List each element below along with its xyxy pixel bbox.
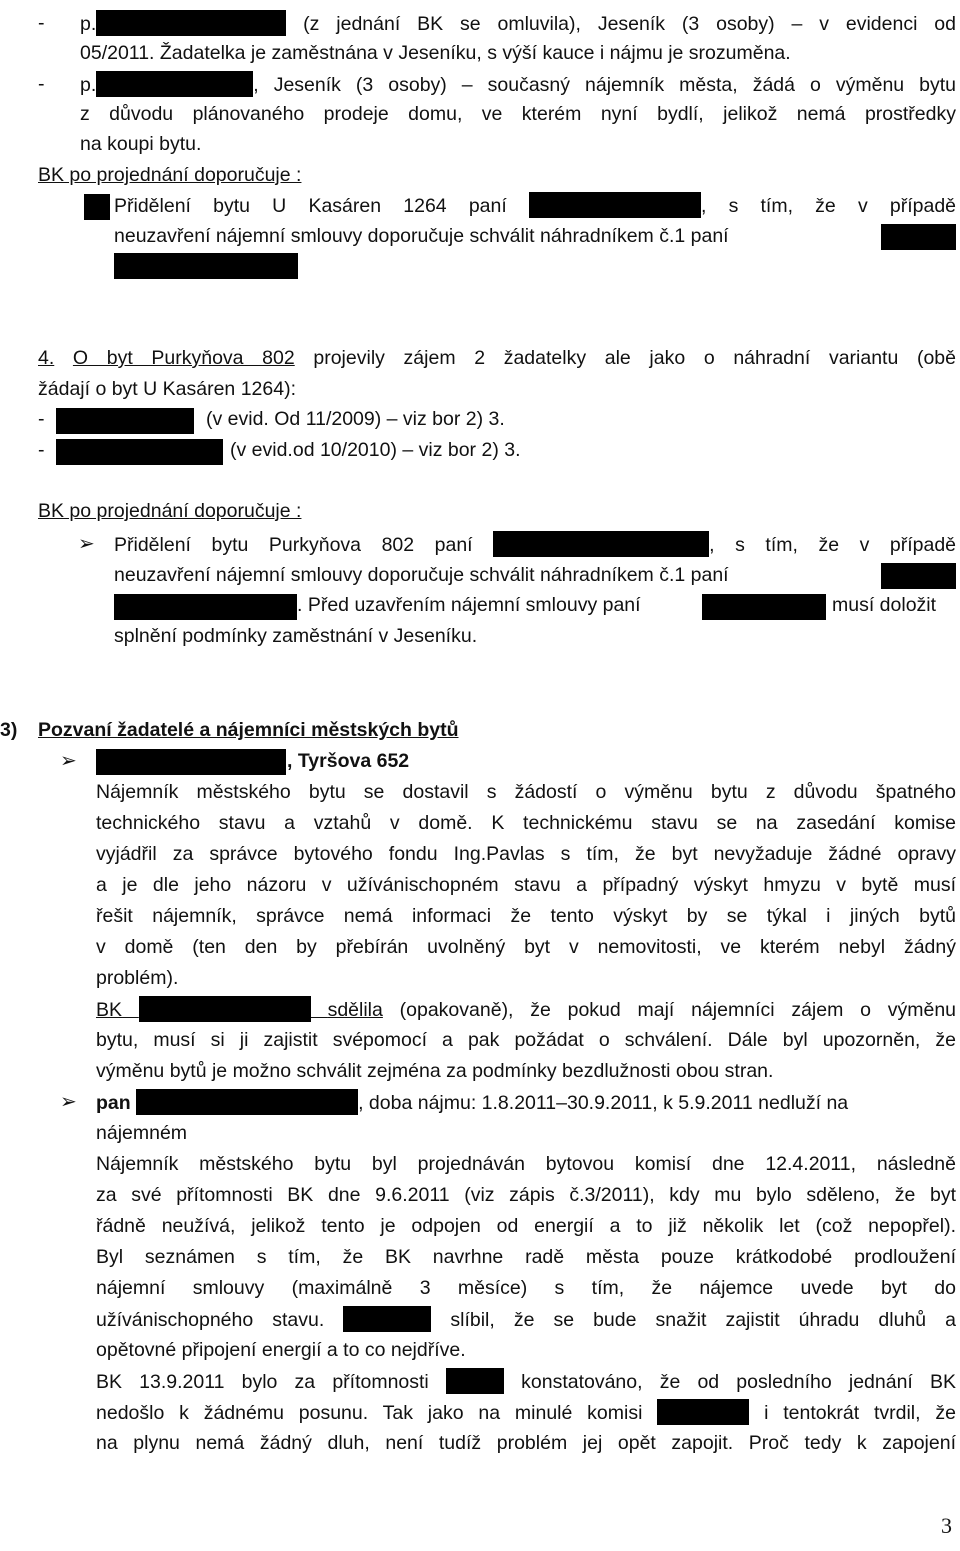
text: BK bbox=[96, 999, 123, 1021]
redaction bbox=[657, 1399, 749, 1425]
dash: - bbox=[38, 408, 45, 430]
paragraph-line: a je dle jeho názoru v užívánischopném stavu a případný výskyt hmyzu v bytě musí bbox=[96, 874, 956, 896]
redaction bbox=[343, 1306, 431, 1332]
paragraph-line: řádně neužívá, jelikož tento je odpojen od energií a to již několik let (což nepopřel). bbox=[96, 1215, 956, 1237]
text: (opakovaně), že pokud mají nájemníci zájem o výměnu bbox=[399, 999, 957, 1021]
text: p. bbox=[80, 74, 97, 96]
paragraph-line: opětovné připojení energií a to co nejdříve. bbox=[96, 1339, 466, 1361]
paragraph-line: Byl seznámen s tím, že BK navrhne radě města pouze krátkodobé prodloužení bbox=[96, 1246, 956, 1268]
redaction bbox=[84, 194, 110, 220]
text: , Jeseník (3 osoby) – současný nájemník města, žádá o výměnu bytu bbox=[253, 74, 956, 96]
text: konstatováno, že od posledního jednání BK bbox=[521, 1371, 957, 1393]
dash: - bbox=[38, 12, 45, 34]
arrow-bullet-icon: ➢ bbox=[60, 750, 77, 772]
redaction bbox=[493, 531, 709, 557]
paragraph-line: Nájemník městského bytu se dostavil s žádostí o výměnu bytu z důvodu špatného bbox=[96, 781, 956, 803]
dash: - bbox=[38, 73, 45, 95]
redaction bbox=[136, 1089, 358, 1115]
text: nedošlo k žádnému posunu. Tak jako na minulé komisi bbox=[96, 1402, 643, 1424]
page-number: 3 bbox=[941, 1513, 952, 1538]
bk-heading: BK po projednání doporučuje : bbox=[38, 164, 302, 186]
text: slíbil, že se bude snažit zajistit úhradu dluhů a bbox=[450, 1309, 957, 1331]
section-number: 3) bbox=[0, 719, 18, 741]
paragraph-line: problém). bbox=[96, 967, 179, 989]
paragraph-line: výměnu bytů je možno schválit zejména za podmínky bezdlužnosti obou stran. bbox=[96, 1060, 774, 1082]
recommendation-line: splnění podmínky zaměstnání v Jeseníku. bbox=[114, 625, 478, 647]
paragraph-line bbox=[96, 1306, 956, 1336]
paragraph-line: na plynu nemá žádný dluh, není tudíž problém jej opět zapojit. Proč tedy k zapojení bbox=[96, 1432, 956, 1454]
paragraph-line bbox=[96, 1399, 956, 1429]
text: (z jednání BK se omluvila), Jeseník (3 osoby) – v evidenci od bbox=[303, 13, 956, 35]
paragraph-line bbox=[96, 996, 956, 1026]
paragraph-line: nájemní smlouvy (maximálně 3 měsíce) s tím, že nájemce uvede byt do bbox=[96, 1277, 956, 1299]
paragraph-line: v domě (ten den by přebírán uvolněný byt v nemovitosti, ve kterém nebyl žádný bbox=[96, 936, 956, 958]
recommendation-line: musí doložit bbox=[832, 594, 937, 616]
redaction bbox=[881, 563, 956, 589]
redaction bbox=[56, 408, 194, 434]
entry-title bbox=[96, 1089, 848, 1119]
recommendation-line: . Před uzavřením nájemní smlouvy paní bbox=[297, 594, 641, 616]
text: BK 13.9.2011 bylo za přítomnosti bbox=[96, 1371, 429, 1393]
text: neuzavření nájemní smlouvy doporučuje schválit náhradníkem č.1 paní bbox=[114, 225, 729, 247]
text: , s tím, že v případě bbox=[709, 534, 957, 556]
text: O byt Purkyňova 802 bbox=[72, 347, 295, 369]
recommendation-line bbox=[114, 223, 729, 253]
recommendation-line: neuzavření nájemní smlouvy doporučuje schválit náhradníkem č.1 paní bbox=[114, 564, 729, 586]
text: užívánischopného stavu. bbox=[96, 1309, 325, 1331]
paragraph-line: bytu, musí si ji zajistit svépomocí a pak požádat o schválení. Dále byl upozorněn, že bbox=[96, 1029, 956, 1051]
text: pan bbox=[96, 1092, 131, 1114]
arrow-bullet-icon: ➢ bbox=[60, 1091, 77, 1113]
redaction bbox=[114, 253, 298, 279]
text: , s tím, že v případě bbox=[700, 195, 957, 217]
redaction bbox=[96, 749, 286, 775]
paragraph-line bbox=[80, 10, 956, 40]
text: sdělila bbox=[327, 999, 383, 1021]
section-title: Pozvaní žadatelé a nájemníci městských bytů bbox=[38, 719, 459, 741]
paragraph-line: Nájemník městského bytu byl projednáván bytovou komisí dne 12.4.2011, následně bbox=[96, 1153, 956, 1175]
text: projevily zájem 2 žadatelky ale jako o náhradní variantu (obě bbox=[313, 347, 956, 369]
redaction bbox=[96, 10, 286, 36]
paragraph-line: nájemném bbox=[96, 1122, 188, 1144]
entry-title: , Tyršova 652 bbox=[287, 750, 410, 772]
text: Přidělení bytu U Kasáren 1264 paní bbox=[114, 195, 507, 217]
text: , doba nájmu: 1.8.2011–30.9.2011, k 5.9.2011 nedluží na bbox=[358, 1092, 849, 1114]
list-item: (v evid.od 10/2010) – viz bor 2) 3. bbox=[230, 439, 521, 461]
paragraph-line: za své přítomnosti BK dne 9.6.2011 (viz zápis č.3/2011), kdy mu bylo sděleno, že byt bbox=[96, 1184, 956, 1206]
arrow-bullet-icon: ➢ bbox=[78, 533, 95, 555]
redaction bbox=[96, 71, 253, 97]
list-item: (v evid. Od 11/2009) – viz bor 2) 3. bbox=[206, 408, 505, 430]
paragraph-line bbox=[96, 1368, 956, 1398]
paragraph-line: žádají o byt U Kasáren 1264): bbox=[38, 378, 296, 400]
redaction bbox=[702, 594, 826, 620]
paragraph-line bbox=[80, 71, 956, 101]
text: Přidělení bytu Purkyňova 802 paní bbox=[114, 534, 473, 556]
bk-heading: BK po projednání doporučuje : bbox=[38, 500, 302, 522]
redaction bbox=[529, 192, 701, 218]
redaction bbox=[139, 996, 311, 1022]
paragraph-line: na koupi bytu. bbox=[80, 133, 202, 155]
paragraph-line: řešit nájemník, správce nemá informaci že tento výskyt by se týkal i jiných bytů bbox=[96, 905, 956, 927]
item-number: 4. bbox=[38, 347, 55, 369]
recommendation-line bbox=[114, 192, 956, 222]
text: p. bbox=[80, 13, 97, 35]
recommendation-line bbox=[114, 531, 956, 561]
paragraph-line: 05/2011. Žadatelka je zaměstnána v Jeseníku, s výší kauce i nájmu je srozuměna. bbox=[80, 42, 791, 64]
redaction bbox=[881, 224, 956, 250]
redaction bbox=[114, 594, 297, 620]
paragraph-line: technického stavu a vztahů v domě. K technickému stavu se na zasedání komise bbox=[96, 812, 956, 834]
paragraph-line bbox=[38, 345, 956, 375]
paragraph-line: z důvodu plánovaného prodeje domu, ve kterém nyní bydlí, jelikož nemá prostředky bbox=[80, 103, 956, 125]
text: i tentokrát tvrdil, že bbox=[764, 1402, 956, 1424]
redaction bbox=[56, 439, 223, 465]
paragraph-line: vyjádřil za správce bytového fondu Ing.Pavlas s tím, že byt nevyžaduje žádné opravy bbox=[96, 843, 956, 865]
dash: - bbox=[38, 439, 45, 461]
redaction bbox=[446, 1368, 504, 1394]
